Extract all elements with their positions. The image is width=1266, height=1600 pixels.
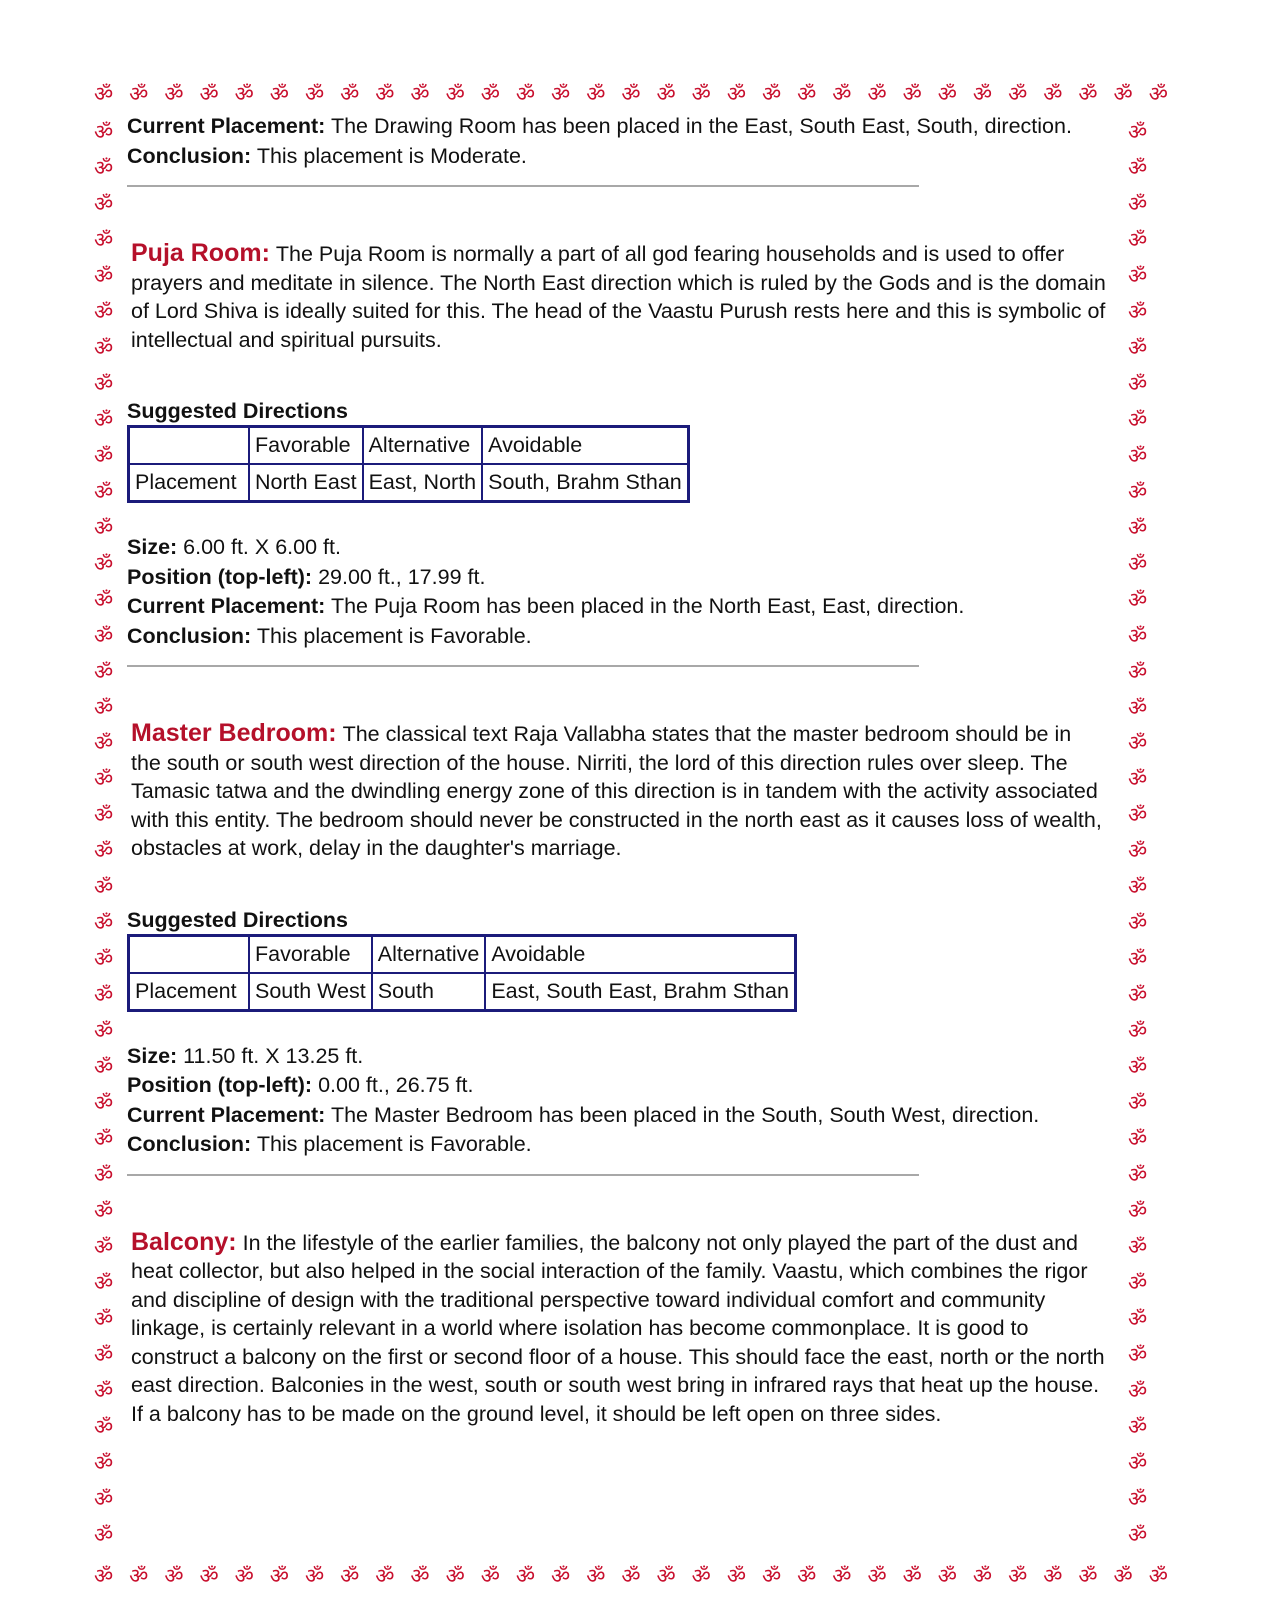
om-border-icon: ॐ	[1078, 82, 1098, 106]
om-border-icon: ॐ	[515, 82, 536, 106]
om-border-icon: ॐ	[1128, 623, 1148, 648]
om-border-icon: ॐ	[1128, 1522, 1148, 1547]
table-cell: South, Brahm Sthan	[482, 464, 688, 502]
om-border-icon: ॐ	[1128, 120, 1148, 144]
master-bedroom-suggested-title: Suggested Directions	[127, 907, 349, 932]
om-border-icon: ॐ	[1128, 587, 1148, 612]
om-border-icon: ॐ	[94, 371, 114, 396]
master-bedroom-title: Master Bedroom:	[131, 719, 337, 747]
top-border	[94, 84, 1168, 105]
om-border-icon: ॐ	[1128, 1271, 1148, 1295]
drawing-room-conclusion: Conclusion: This placement is Moderate.	[127, 143, 527, 168]
om-border-icon: ॐ	[1128, 371, 1148, 396]
om-border-icon: ॐ	[902, 82, 922, 106]
om-border-icon: ॐ	[937, 1564, 957, 1588]
om-border-icon: ॐ	[94, 767, 114, 792]
puja-room-position: Position (top-left): 29.00 ft., 17.99 ft.	[127, 564, 486, 589]
om-border-icon: ॐ	[1008, 82, 1028, 106]
om-border-icon: ॐ	[94, 1522, 114, 1547]
om-border-icon: ॐ	[94, 479, 114, 504]
om-border-icon: ॐ	[1128, 551, 1148, 576]
om-border-icon: ॐ	[94, 1235, 114, 1260]
om-border-icon: ॐ	[340, 82, 360, 106]
master-bedroom-directions-table	[127, 934, 797, 1012]
om-border-icon: ॐ	[1128, 1486, 1148, 1511]
om-border-icon: ॐ	[1148, 1564, 1168, 1588]
om-border-icon: ॐ	[1113, 82, 1133, 106]
om-border-icon: ॐ	[94, 155, 114, 180]
om-border-icon: ॐ	[1128, 911, 1148, 936]
om-border-icon: ॐ	[94, 1271, 114, 1295]
om-border-icon: ॐ	[832, 1564, 852, 1588]
om-border-icon: ॐ	[234, 1564, 254, 1588]
om-border-icon: ॐ	[1128, 443, 1148, 468]
left-border	[94, 122, 113, 1546]
om-border-icon: ॐ	[832, 82, 852, 106]
om-border-icon: ॐ	[94, 1564, 114, 1588]
puja-room-description: The Puja Room is normally a part of all god fearing households and is used to offer prayers and meditate in silence. The North East direction which is ruled by the Gods and is the domain of Lord Shiva is ideally suited for this. The head of the Vaastu Purush rests here and this is symbolic of intellectual and spiritual pursuits.	[131, 242, 1106, 352]
om-border-icon: ॐ	[94, 335, 114, 360]
om-border-icon: ॐ	[340, 1564, 360, 1588]
om-border-icon: ॐ	[1128, 803, 1148, 828]
table-cell: Alternative	[372, 935, 486, 973]
puja-room-directions-table	[127, 425, 690, 503]
om-border-icon: ॐ	[1128, 875, 1148, 900]
om-border-icon: ॐ	[94, 1378, 114, 1403]
om-border-icon: ॐ	[691, 82, 711, 106]
om-border-icon: ॐ	[94, 1342, 114, 1367]
table-cell	[129, 427, 250, 465]
table-cell	[129, 935, 250, 973]
om-border-icon: ॐ	[1128, 983, 1148, 1008]
om-border-icon: ॐ	[1128, 1127, 1148, 1152]
table-header-row	[129, 935, 796, 973]
table-cell: East, North	[363, 464, 483, 502]
om-border-icon: ॐ	[480, 1564, 500, 1588]
om-border-icon: ॐ	[94, 1306, 114, 1331]
om-border-icon: ॐ	[94, 1127, 114, 1152]
om-border-icon: ॐ	[797, 82, 817, 106]
om-border-icon: ॐ	[94, 515, 114, 540]
master-bedroom-section	[127, 719, 1107, 863]
table-cell: East, South East, Brahm Sthan	[485, 973, 795, 1011]
om-border-icon: ॐ	[1128, 191, 1148, 216]
om-border-icon: ॐ	[621, 82, 641, 106]
table-cell: North East	[249, 464, 363, 502]
om-border-icon: ॐ	[937, 82, 957, 106]
om-border-icon: ॐ	[94, 839, 114, 864]
om-border-icon: ॐ	[269, 82, 289, 106]
table-cell: South West	[249, 973, 372, 1011]
om-border-icon: ॐ	[164, 82, 184, 106]
puja-room-section	[127, 239, 1107, 354]
table-row	[129, 973, 796, 1011]
master-bedroom-current-placement: Current Placement: The Master Bedroom has been placed in the South, South West, direction.	[127, 1102, 1040, 1127]
om-border-icon: ॐ	[1128, 1163, 1148, 1188]
om-border-icon: ॐ	[1128, 155, 1148, 180]
om-border-icon: ॐ	[586, 82, 606, 106]
om-border-icon: ॐ	[94, 731, 114, 756]
table-row	[129, 464, 689, 502]
om-border-icon: ॐ	[656, 82, 676, 106]
om-border-icon: ॐ	[94, 1199, 114, 1224]
om-border-icon: ॐ	[94, 82, 114, 106]
om-border-icon: ॐ	[94, 120, 114, 144]
om-border-icon: ॐ	[691, 1564, 711, 1588]
om-border-icon: ॐ	[94, 263, 114, 288]
om-border-icon: ॐ	[94, 1019, 114, 1044]
om-border-icon: ॐ	[1128, 839, 1148, 864]
om-border-icon: ॐ	[1043, 82, 1063, 106]
om-border-icon: ॐ	[1078, 1564, 1098, 1588]
om-border-icon: ॐ	[972, 1564, 993, 1588]
master-bedroom-position: Position (top-left): 0.00 ft., 26.75 ft.	[127, 1073, 474, 1097]
om-border-icon: ॐ	[726, 1564, 746, 1588]
om-border-icon: ॐ	[304, 82, 325, 106]
om-border-icon: ॐ	[94, 1055, 114, 1080]
puja-room-current-placement: Current Placement: The Puja Room has been placed in the North East, East, direction.	[127, 594, 965, 618]
om-border-icon: ॐ	[94, 1486, 114, 1511]
table-header-row	[129, 427, 689, 465]
om-border-icon: ॐ	[1148, 82, 1168, 106]
section-divider	[127, 1174, 919, 1176]
om-border-icon: ॐ	[1128, 695, 1148, 720]
om-border-icon: ॐ	[1128, 479, 1148, 504]
balcony-title: Balcony:	[131, 1227, 237, 1256]
om-border-icon: ॐ	[129, 1564, 149, 1588]
om-border-icon: ॐ	[94, 911, 114, 936]
om-border-icon: ॐ	[445, 1564, 465, 1588]
om-border-icon: ॐ	[94, 443, 114, 468]
om-border-icon: ॐ	[551, 82, 571, 106]
puja-room-title: Puja Room:	[131, 239, 270, 267]
om-border-icon: ॐ	[1113, 1564, 1133, 1588]
drawing-room-current-placement: Current Placement: The Drawing Room has been placed in the East, South East, South, direction.	[127, 114, 1072, 138]
table-cell: Alternative	[363, 427, 483, 465]
om-border-icon: ॐ	[656, 1564, 676, 1588]
om-border-icon: ॐ	[726, 82, 746, 106]
om-border-icon: ॐ	[867, 1564, 887, 1588]
om-border-icon: ॐ	[1128, 263, 1148, 288]
om-border-icon: ॐ	[94, 299, 114, 324]
om-border-icon: ॐ	[761, 1564, 782, 1588]
om-border-icon: ॐ	[94, 551, 114, 576]
om-border-icon: ॐ	[164, 1564, 184, 1588]
master-bedroom-size: Size: 11.50 ft. X 13.25 ft.	[127, 1043, 364, 1068]
balcony-section	[127, 1228, 1107, 1429]
balcony-description: In the lifestyle of the earlier families, the balcony not only played the part of the dust and heat collector, but also helped in the social interaction of the family. Vaastu, which combines the rigor and discipline of design with the traditional perspective toward individual comfort and community linkage, is certainly relevant in a world where isolation has become commonplace. It is good to construct a balcony on the first or second floor of a house. This should face the east, north or the north east direction. Balconies in the west, south or south west bring in infrared rays that heat up the house. If a balcony has to be made on the ground level, it should be left open on three sides.	[131, 1230, 1105, 1426]
om-border-icon: ॐ	[304, 1564, 325, 1588]
om-border-icon: ॐ	[94, 407, 114, 432]
om-border-icon: ॐ	[1128, 731, 1148, 756]
table-cell: South	[372, 973, 486, 1011]
om-border-icon: ॐ	[1128, 1091, 1148, 1116]
master-bedroom-conclusion: Conclusion: This placement is Favorable.	[127, 1132, 532, 1156]
om-border-icon: ॐ	[1128, 299, 1148, 324]
om-border-icon: ॐ	[269, 1564, 289, 1588]
om-border-icon: ॐ	[1128, 227, 1148, 252]
om-border-icon: ॐ	[94, 623, 114, 648]
puja-room-size: Size: 6.00 ft. X 6.00 ft.	[127, 535, 341, 559]
om-border-icon: ॐ	[1128, 335, 1148, 360]
om-border-icon: ॐ	[1128, 1378, 1148, 1403]
om-border-icon: ॐ	[129, 82, 149, 106]
drawing-room-section	[127, 112, 1107, 187]
om-border-icon: ॐ	[94, 227, 114, 252]
om-border-icon: ॐ	[1128, 1235, 1148, 1260]
om-border-icon: ॐ	[94, 191, 114, 216]
section-divider	[127, 665, 919, 667]
om-border-icon: ॐ	[586, 1564, 606, 1588]
om-border-icon: ॐ	[902, 1564, 922, 1588]
om-border-icon: ॐ	[1128, 659, 1148, 684]
section-divider	[127, 185, 919, 187]
om-border-icon: ॐ	[94, 803, 114, 828]
om-border-icon: ॐ	[375, 82, 395, 106]
om-border-icon: ॐ	[94, 1091, 114, 1116]
om-border-icon: ॐ	[94, 947, 114, 972]
om-border-icon: ॐ	[1128, 1055, 1148, 1080]
om-border-icon: ॐ	[515, 1564, 536, 1588]
om-border-icon: ॐ	[1128, 1199, 1148, 1224]
om-border-icon: ॐ	[761, 82, 782, 106]
right-border	[1128, 122, 1147, 1546]
om-border-icon: ॐ	[1008, 1564, 1028, 1588]
om-border-icon: ॐ	[410, 82, 430, 106]
page-content	[127, 112, 1107, 1428]
om-border-icon: ॐ	[1128, 407, 1148, 432]
om-border-icon: ॐ	[94, 1450, 114, 1475]
om-border-icon: ॐ	[94, 659, 114, 684]
om-border-icon: ॐ	[199, 1564, 219, 1588]
om-border-icon: ॐ	[867, 82, 887, 106]
om-border-icon: ॐ	[234, 82, 254, 106]
om-border-icon: ॐ	[972, 82, 993, 106]
om-border-icon: ॐ	[94, 983, 114, 1008]
om-border-icon: ॐ	[621, 1564, 641, 1588]
om-border-icon: ॐ	[94, 587, 114, 612]
table-cell: Placement	[129, 464, 250, 502]
table-cell: Placement	[129, 973, 250, 1011]
bottom-border	[94, 1566, 1168, 1587]
puja-room-conclusion: Conclusion: This placement is Favorable.	[127, 623, 532, 648]
om-border-icon: ॐ	[1128, 767, 1148, 792]
om-border-icon: ॐ	[1043, 1564, 1063, 1588]
om-border-icon: ॐ	[94, 1414, 114, 1439]
om-border-icon: ॐ	[1128, 1306, 1148, 1331]
om-border-icon: ॐ	[480, 82, 500, 106]
puja-room-suggested-title: Suggested Directions	[127, 399, 349, 423]
om-border-icon: ॐ	[1128, 947, 1148, 972]
om-border-icon: ॐ	[199, 82, 219, 106]
om-border-icon: ॐ	[1128, 1019, 1148, 1044]
table-cell: Favorable	[249, 935, 372, 973]
om-border-icon: ॐ	[410, 1564, 430, 1588]
om-border-icon: ॐ	[551, 1564, 571, 1588]
om-border-icon: ॐ	[94, 1163, 114, 1188]
om-border-icon: ॐ	[375, 1564, 395, 1588]
table-cell: Avoidable	[485, 935, 795, 973]
om-border-icon: ॐ	[445, 82, 465, 106]
master-bedroom-description: The classical text Raja Vallabha states that the master bedroom should be in the south or south west direction of the house. Nirriti, the lord of this direction rules over sleep. The Tamasic tatwa and the dwindling energy zone of this direction is in tandem with the activity associated with this entity. The bedroom should never be constructed in the north east as it causes loss of wealth, obstacles at work, delay in the daughter's marriage.	[131, 722, 1102, 860]
om-border-icon: ॐ	[797, 1564, 817, 1588]
table-cell: Avoidable	[482, 427, 688, 465]
table-cell: Favorable	[249, 427, 363, 465]
om-border-icon: ॐ	[94, 695, 114, 720]
om-border-icon: ॐ	[94, 875, 114, 900]
om-border-icon: ॐ	[1128, 1414, 1148, 1439]
om-border-icon: ॐ	[1128, 1342, 1148, 1367]
om-border-icon: ॐ	[1128, 1450, 1148, 1475]
om-border-icon: ॐ	[1128, 515, 1148, 540]
